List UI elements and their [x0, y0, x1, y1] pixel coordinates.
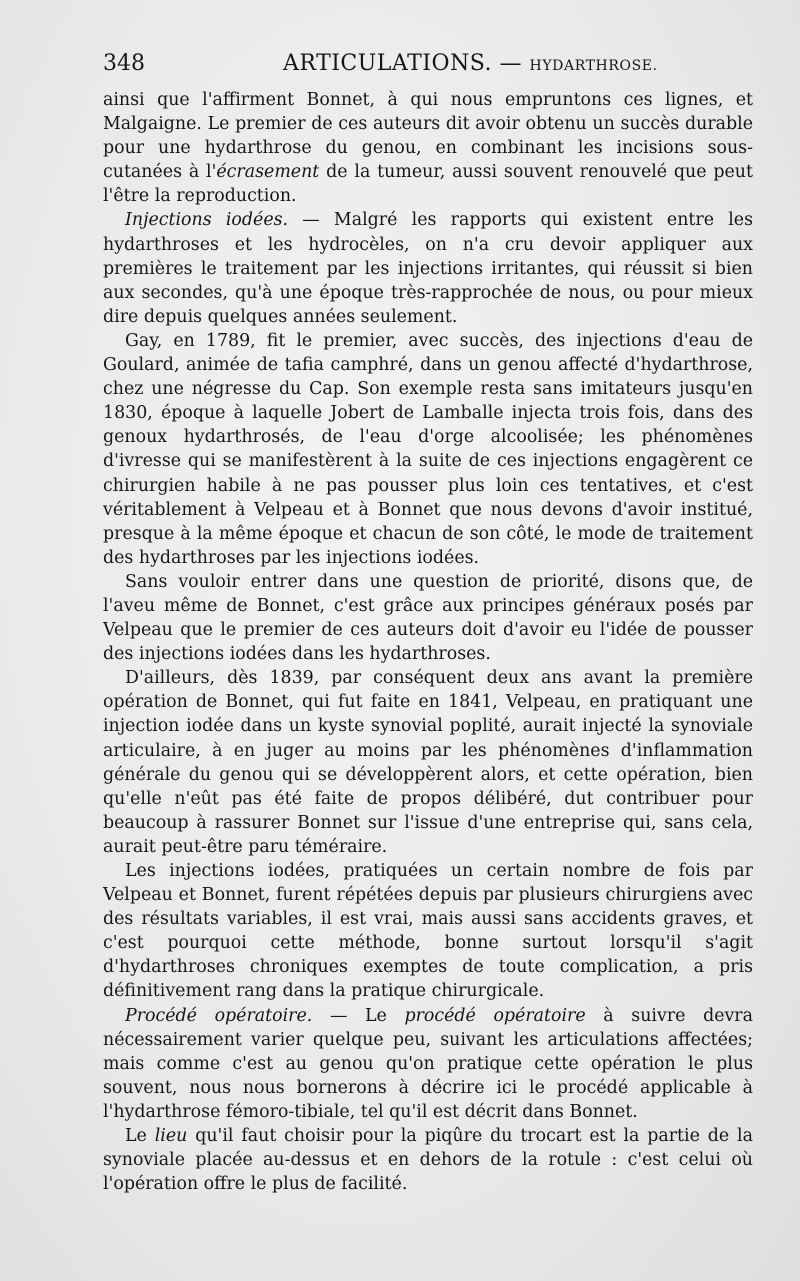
- section-heading: Procédé opératoire.: [125, 1005, 313, 1026]
- section-heading: Injections iodées.: [125, 210, 289, 231]
- paragraph: Injections iodées. — Malgré les rapports qui existent entre les hydarthroses et les hydrocèles, on n'a cru devoir appliquer aux premières le traitement par les injections irritantes, qui réussit si bien aux secondes, qu'à une époque très-rapprochée de nous, ou pour mieux dire depuis quelques années seulement.: [103, 210, 753, 327]
- running-header: [103, 48, 753, 80]
- chapter-title: ARTICULATIONS.: [283, 51, 493, 76]
- paragraph: Les injections iodées, pratiquées un certain nombre de fois par Velpeau et Bonnet, furent répétées depuis par plusieurs chirurgiens avec des résultats variables, il est vrai, mais aussi sans accidents graves, et c'est pourquoi cette méthode, bonne surtout lorsqu'il s'agit d'hydarthroses chroniques exemptes de toute complication, a pris définitivement rang dans la pratique chirurgicale.: [103, 861, 753, 1002]
- paragraph: Procédé opératoire. — Le procédé opératoire à suivre devra nécessairement varier quelque peu, suivant les articulations affectées; mais comme c'est au genou qu'on pratique cette opération le plus souvent, nous nous bornerons à décrire ici le procédé applicable à l'hydarthrose fémoro-tibiale, tel qu'il est décrit dans Bonnet.: [103, 1005, 753, 1122]
- paragraph: Gay, en 1789, fit le premier, avec succès, des injections d'eau de Goulard, animée de tafia camphré, dans un genou affecté d'hydarthrose, chez une négresse du Cap. Son exemple resta sans imitateurs jusqu'en 1830, époque à laquelle Jobert de Lamballe injecta trois fois, dans des genoux hydarthrosés, de l'eau d'orge alcoolisée; les phénomènes d'ivresse qui se manifestèrent à la suite de ces injections engagèrent ce chirurgien habile à ne pas pousser plus loin ces tentatives, et c'est véritablement à Velpeau et à Bonnet que nous devons d'avoir institué, presque à la même époque et chacun de son côté, le mode de traitement des hydarthroses par les injections iodées.: [103, 330, 753, 568]
- header-separator: —: [499, 51, 523, 76]
- page-number: 348: [103, 51, 145, 76]
- page-body: [103, 88, 753, 1196]
- paragraph: Sans vouloir entrer dans une question de priorité, disons que, de l'aveu même de Bonnet, c'est grâce aux principes généraux posés par Velpeau que le premier de ces auteurs doit d'avoir eu l'idée de pousser des injections iodées dans les hydarthroses.: [103, 571, 753, 665]
- paragraph: Le lieu qu'il faut choisir pour la piqûre du trocart est la partie de la synoviale placée au-dessus et en dehors de la rotule : c'est celui où l'opération offre le plus de facilité.: [103, 1126, 753, 1195]
- paragraph: D'ailleurs, dès 1839, par conséquent deux ans avant la première opération de Bonnet, qui fut faite en 1841, Velpeau, en pratiquant une injection iodée dans un kyste synovial poplité, aurait injecté la synoviale articulaire, à en juger au moins par les phénomènes d'inflammation générale du genou qui se développèrent alors, et cette opération, bien qu'elle n'eût pas été faite de propos délibéré, dut contribuer pour beaucoup à rassurer Bonnet sur l'issue d'une entreprise qui, sans cela, aurait peut-être paru téméraire.: [103, 668, 753, 857]
- section-title: HYDARTHROSE.: [529, 58, 658, 74]
- running-title: [283, 48, 658, 82]
- paragraph: ainsi que l'affirment Bonnet, à qui nous empruntons ces lignes, et Malgaigne. Le premier de ces auteurs dit avoir obtenu un succès durable pour une hydarthrose du genou, en combinant les incisions sous-cutanées à l'écrasement de la tumeur, aussi souvent renouvelé que peut l'être la reproduction.: [103, 90, 753, 207]
